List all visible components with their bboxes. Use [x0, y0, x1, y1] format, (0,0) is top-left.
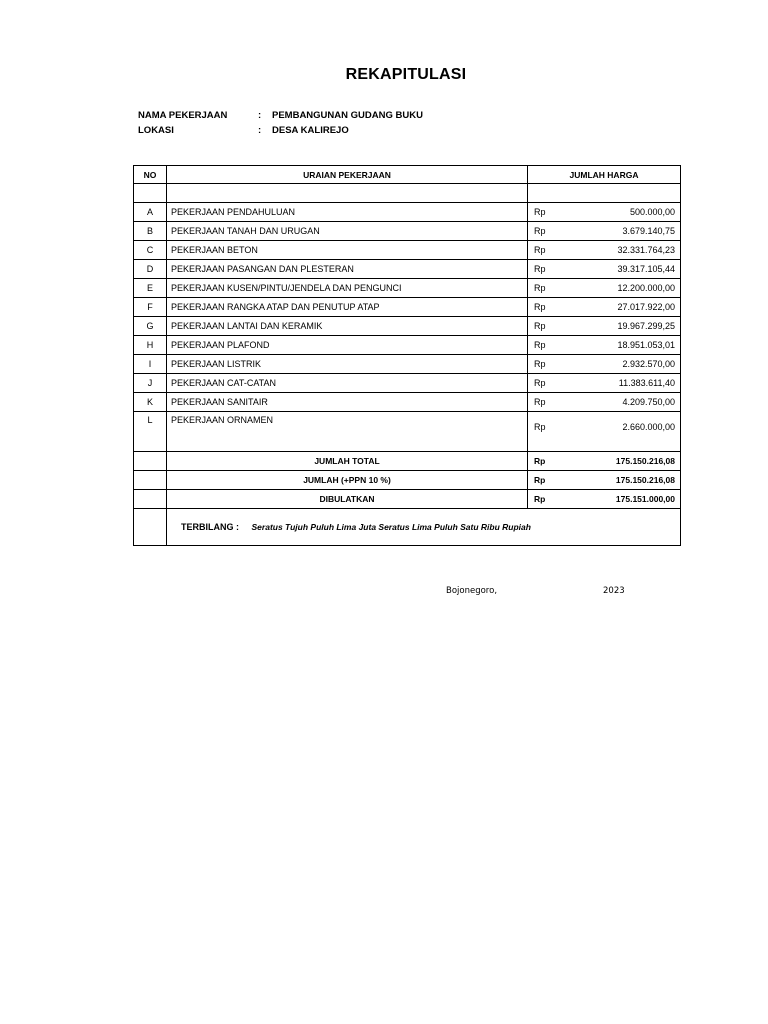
table-row [134, 298, 681, 317]
table-row [134, 412, 681, 452]
meta-colon: : [258, 110, 262, 121]
amount-value: 18.951.053,01 [617, 340, 675, 350]
currency-label: Rp [534, 378, 546, 388]
table-row [134, 355, 681, 374]
row-uraian: PEKERJAAN PLAFOND [167, 336, 528, 355]
row-uraian: PEKERJAAN RANGKA ATAP DAN PENUTUP ATAP [167, 298, 528, 317]
terbilang-row [134, 509, 681, 546]
row-uraian: PEKERJAAN TANAH DAN URUGAN [167, 222, 528, 241]
meta-value: PEMBANGUNAN GUDANG BUKU [272, 110, 423, 121]
table-row [134, 279, 681, 298]
row-uraian: PEKERJAAN LANTAI DAN KERAMIK [167, 317, 528, 336]
amount-value: 27.017.922,00 [617, 302, 675, 312]
row-uraian: PEKERJAAN ORNAMEN [167, 412, 528, 452]
row-no: H [134, 336, 167, 355]
header-jumlah: JUMLAH HARGA [528, 166, 681, 184]
signature-place: Bojonegoro, [446, 586, 498, 596]
row-no: J [134, 374, 167, 393]
row-no: I [134, 355, 167, 374]
row-amount [528, 203, 681, 222]
row-no: K [134, 393, 167, 412]
blank-cell [134, 184, 167, 203]
currency-label: Rp [534, 422, 546, 432]
row-no: B [134, 222, 167, 241]
amount-value: 175.150.216,08 [615, 456, 675, 466]
amount-value: 32.331.764,23 [617, 245, 675, 255]
summary-amount [528, 471, 681, 490]
currency-label: Rp [534, 340, 546, 350]
currency-label: Rp [534, 494, 546, 504]
meta-value: DESA KALIREJO [272, 125, 349, 136]
row-no: D [134, 260, 167, 279]
row-no: G [134, 317, 167, 336]
amount-value: 175.151.000,00 [615, 494, 675, 504]
row-no: L [134, 412, 167, 452]
rekap-table [133, 165, 681, 546]
currency-label: Rp [534, 264, 546, 274]
table-row [134, 336, 681, 355]
summary-amount [528, 490, 681, 509]
blank-cell [528, 184, 681, 203]
row-amount [528, 260, 681, 279]
amount-value: 19.967.299,25 [617, 321, 675, 331]
summary-row-jumlah-total [134, 452, 681, 471]
row-no: E [134, 279, 167, 298]
terbilang-cell [167, 509, 681, 546]
row-uraian: PEKERJAAN BETON [167, 241, 528, 260]
summary-label: JUMLAH TOTAL [167, 452, 528, 471]
terbilang-label: TERBILANG : [181, 522, 239, 532]
row-no: C [134, 241, 167, 260]
row-amount [528, 241, 681, 260]
currency-label: Rp [534, 245, 546, 255]
row-amount [528, 279, 681, 298]
header-uraian: URAIAN PEKERJAAN [167, 166, 528, 184]
table-row [134, 203, 681, 222]
meta-key: NAMA PEKERJAAN [138, 110, 228, 121]
currency-label: Rp [534, 475, 546, 485]
table-row [134, 374, 681, 393]
row-amount [528, 355, 681, 374]
summary-label: DIBULATKAN [167, 490, 528, 509]
row-amount [528, 222, 681, 241]
table-row [134, 317, 681, 336]
row-uraian: PEKERJAAN LISTRIK [167, 355, 528, 374]
amount-value: 3.679.140,75 [622, 226, 675, 236]
amount-value: 4.209.750,00 [622, 397, 675, 407]
amount-value: 11.383.611,40 [618, 378, 675, 388]
row-amount [528, 336, 681, 355]
row-no: F [134, 298, 167, 317]
currency-label: Rp [534, 397, 546, 407]
table-row [134, 393, 681, 412]
amount-value: 39.317.105,44 [617, 264, 675, 274]
currency-label: Rp [534, 321, 546, 331]
terbilang-text: Seratus Tujuh Puluh Lima Juta Seratus Lima Puluh Satu Ribu Rupiah [251, 522, 531, 532]
currency-label: Rp [534, 302, 546, 312]
currency-label: Rp [534, 456, 546, 466]
summary-no-cell [134, 490, 167, 509]
header-no: NO [134, 166, 167, 184]
amount-value: 12.200.000,00 [617, 283, 675, 293]
table-row [134, 241, 681, 260]
table-header-row [134, 166, 681, 184]
row-amount [528, 317, 681, 336]
blank-cell [167, 184, 528, 203]
summary-no-cell [134, 471, 167, 490]
summary-row-dibulatkan [134, 490, 681, 509]
meta-key: LOKASI [138, 125, 174, 136]
row-uraian: PEKERJAAN KUSEN/PINTU/JENDELA DAN PENGUNCI [167, 279, 528, 298]
row-amount [528, 298, 681, 317]
table-row [134, 222, 681, 241]
currency-label: Rp [534, 283, 546, 293]
amount-value: 2.932.570,00 [622, 359, 675, 369]
amount-value: 2.660.000,00 [622, 422, 675, 432]
summary-label: JUMLAH (+PPN 10 %) [167, 471, 528, 490]
summary-no-cell [134, 452, 167, 471]
row-amount [528, 412, 681, 452]
row-no: A [134, 203, 167, 222]
currency-label: Rp [534, 226, 546, 236]
meta-colon: : [258, 125, 262, 136]
summary-amount [528, 452, 681, 471]
terbilang-no-cell [134, 509, 167, 546]
amount-value: 500.000,00 [629, 207, 675, 217]
row-uraian: PEKERJAAN CAT-CATAN [167, 374, 528, 393]
amount-value: 175.150.216,08 [615, 475, 675, 485]
table-row [134, 260, 681, 279]
signature-year: 2023 [603, 586, 625, 596]
summary-row-jumlah-ppn [134, 471, 681, 490]
row-amount [528, 374, 681, 393]
currency-label: Rp [534, 359, 546, 369]
blank-row [134, 184, 681, 203]
currency-label: Rp [534, 207, 546, 217]
row-uraian: PEKERJAAN SANITAIR [167, 393, 528, 412]
page-title: REKAPITULASI [345, 66, 467, 83]
row-uraian: PEKERJAAN PASANGAN DAN PLESTERAN [167, 260, 528, 279]
row-amount [528, 393, 681, 412]
row-uraian: PEKERJAAN PENDAHULUAN [167, 203, 528, 222]
